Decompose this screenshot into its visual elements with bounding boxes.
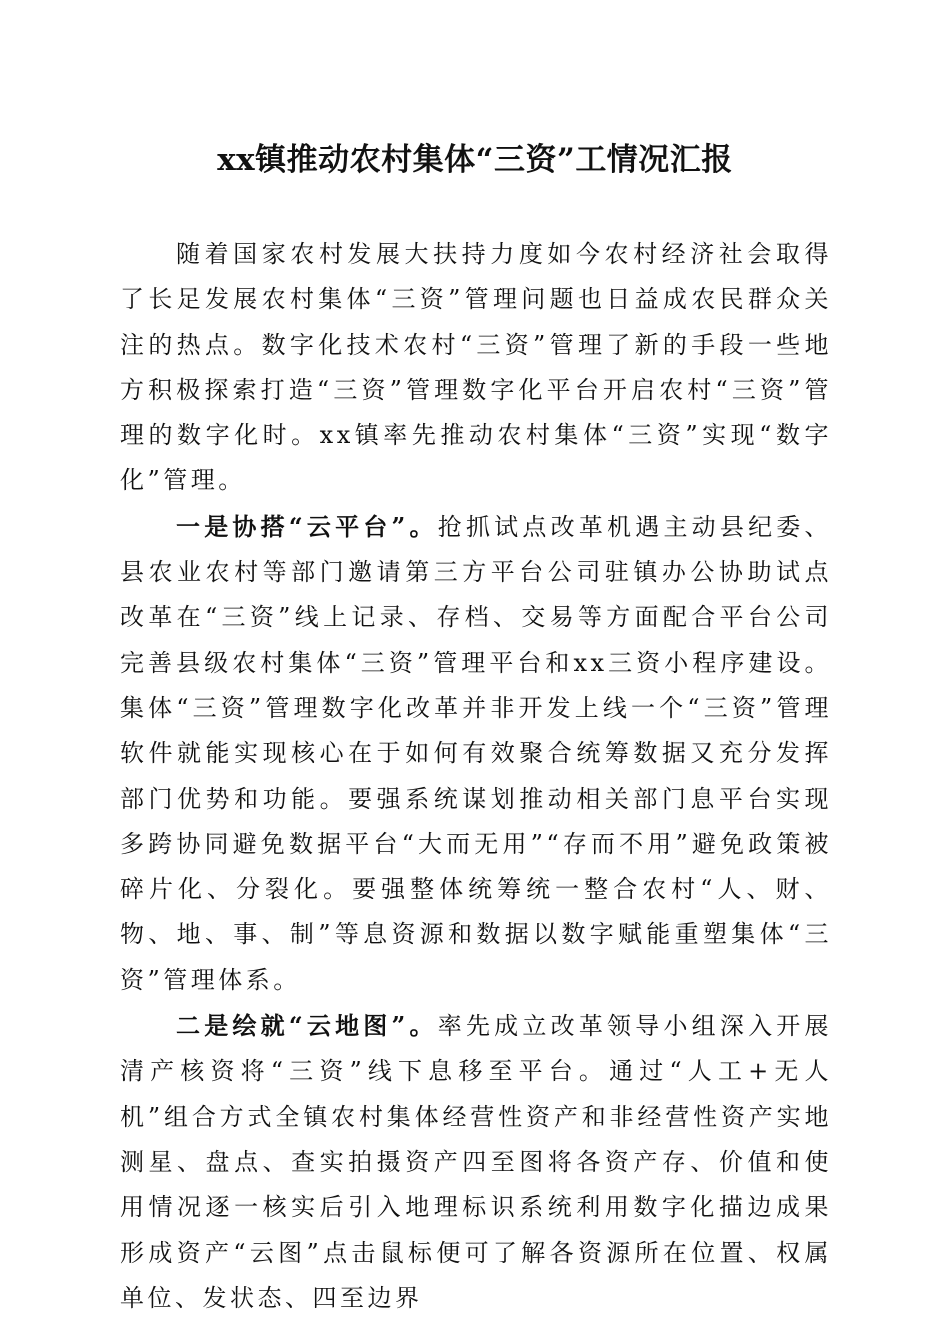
paragraph-text: 率先成立改革领导小组深入开展清产核资将“三资”线下息移至平台。通过“人工+无人机”组合方式全镇农村集体经营性资产和非经营性资产实地测星、盘点、查实拍摄资产四至图将各资产存、价值和使用情况逐一核实后引入地理标识系统利用数字化描边成果形成资产“云图”点击鼠标便可了解各资源所在位置、权属单位、发状态、四至边界 — [120, 1012, 833, 1312]
paragraph-text: 抢抓试点改革机遇主动县纪委、县农业农村等部门邀请第三方平台公司驻镇办公协助试点改革在“三资”线上记录、存档、交易等方面配合平台公司完善县级农村集体“三资”管理平台和xx三资小程序建设。集体“三资”管理数字化改革并非开发上线一个“三资”管理软件就能实现核心在于如何有效聚合统筹数据又充分发挥部门优势和功能。要强系统谋划推动相关部门息平台实现多跨协同避免数据平台“大而无用”“存而不用”避免政策被碎片化、分裂化。要强整体统筹统一整合农村“人、财、物、地、事、制”等息资源和数据以数字赋能重塑集体“三资”管理体系。 — [120, 512, 833, 994]
document-title: xx镇推动农村集体“三资”工情况汇报 — [217, 142, 733, 178]
paragraph-text: 随着国家农村发展大扶持力度如今农村经济社会取得了长足发展农村集体“三资”管理问题也日益成农民群众关注的热点。数字化技术农村“三资”管理了新的手段一些地方积极探索打造“三资”管理数字化平台开启农村“三资”管理的数字化时。xx镇率先推动农村集体“三资”实现“数字化”管理。 — [120, 240, 832, 495]
paragraph-cloud-platform — [120, 504, 832, 1003]
paragraph-cloud-map — [120, 1003, 832, 1321]
paragraph-lead: 一是协搭“云平台”。 — [176, 511, 438, 541]
paragraph-lead: 二是绘就“云地图”。 — [176, 1011, 438, 1041]
paragraph-intro — [120, 231, 832, 504]
document-body — [120, 231, 832, 1321]
